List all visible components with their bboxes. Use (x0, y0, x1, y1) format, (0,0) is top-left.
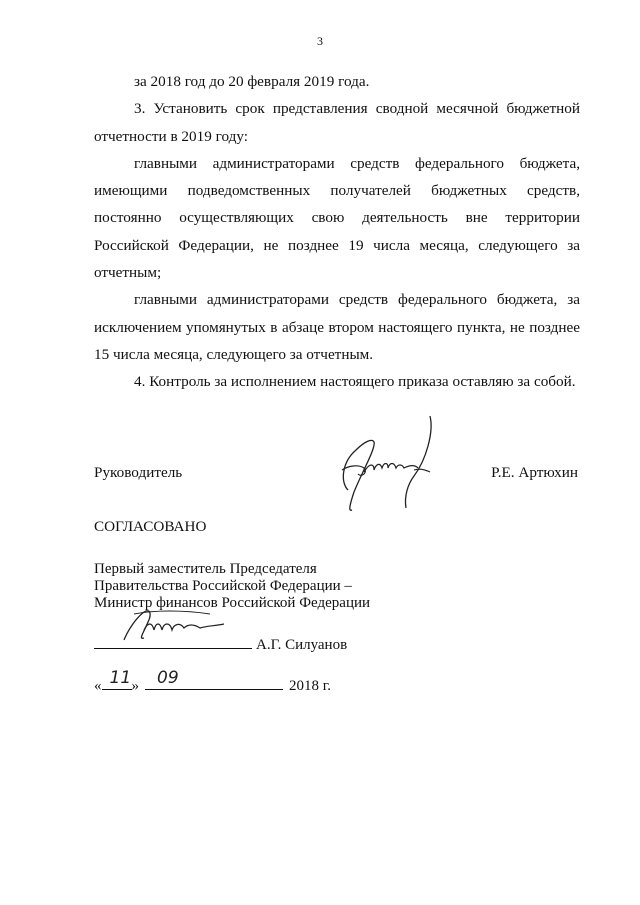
body-text (94, 68, 580, 396)
paragraph-item-3-sub-1: главными администраторами средств федерального бюджета, имеющими подведомственных получателей бюджетных средств, постоянно осуществляющих свою деятельность вне территории Российской Федерации, не позднее 19 числа месяца, следующего за отчетным; (94, 154, 580, 282)
page-number: 3 (317, 34, 323, 48)
agreed-heading: СОГЛАСОВАНО (94, 518, 207, 535)
paragraph-continuation: за 2018 год до 20 февраля 2019 года. (134, 73, 370, 90)
paragraph-item-4: 4. Контроль за исполнением настоящего приказа оставляю за собой. (134, 373, 576, 391)
approval-date (94, 668, 331, 697)
date-year: 2018 г. (289, 678, 331, 694)
date-month-field (145, 668, 283, 690)
approver-position-line: Первый заместитель Председателя (94, 561, 317, 577)
paragraph-item-3: 3. Установить срок представления сводной месячной бюджетной отчетности в 2019 году: (94, 100, 580, 145)
date-open-quote: « (94, 678, 102, 694)
signer-role: Руководитель (94, 464, 183, 481)
approver-position-line: Министр финансов Российской Федерации (94, 595, 371, 611)
approver-name: А.Г. Силуанов (256, 637, 348, 653)
date-day-field (102, 668, 132, 690)
signer-name: Р.Е. Артюхин (491, 464, 578, 481)
paragraph-item-3-sub-2: главными администраторами средств федерального бюджета, за исключением упомянутых в абзаце втором настоящего пункта, не позднее 15 числа месяца, следующего за отчетным. (94, 291, 580, 363)
approver-signature-line (94, 634, 347, 654)
date-month: 09 (157, 668, 179, 688)
approver-position-line: Правительства Российской Федерации – (94, 578, 352, 594)
signature-row (94, 464, 580, 488)
signature-blank-line (94, 634, 252, 649)
date-close-quote: » (131, 678, 139, 694)
date-day: 11 (109, 668, 132, 688)
